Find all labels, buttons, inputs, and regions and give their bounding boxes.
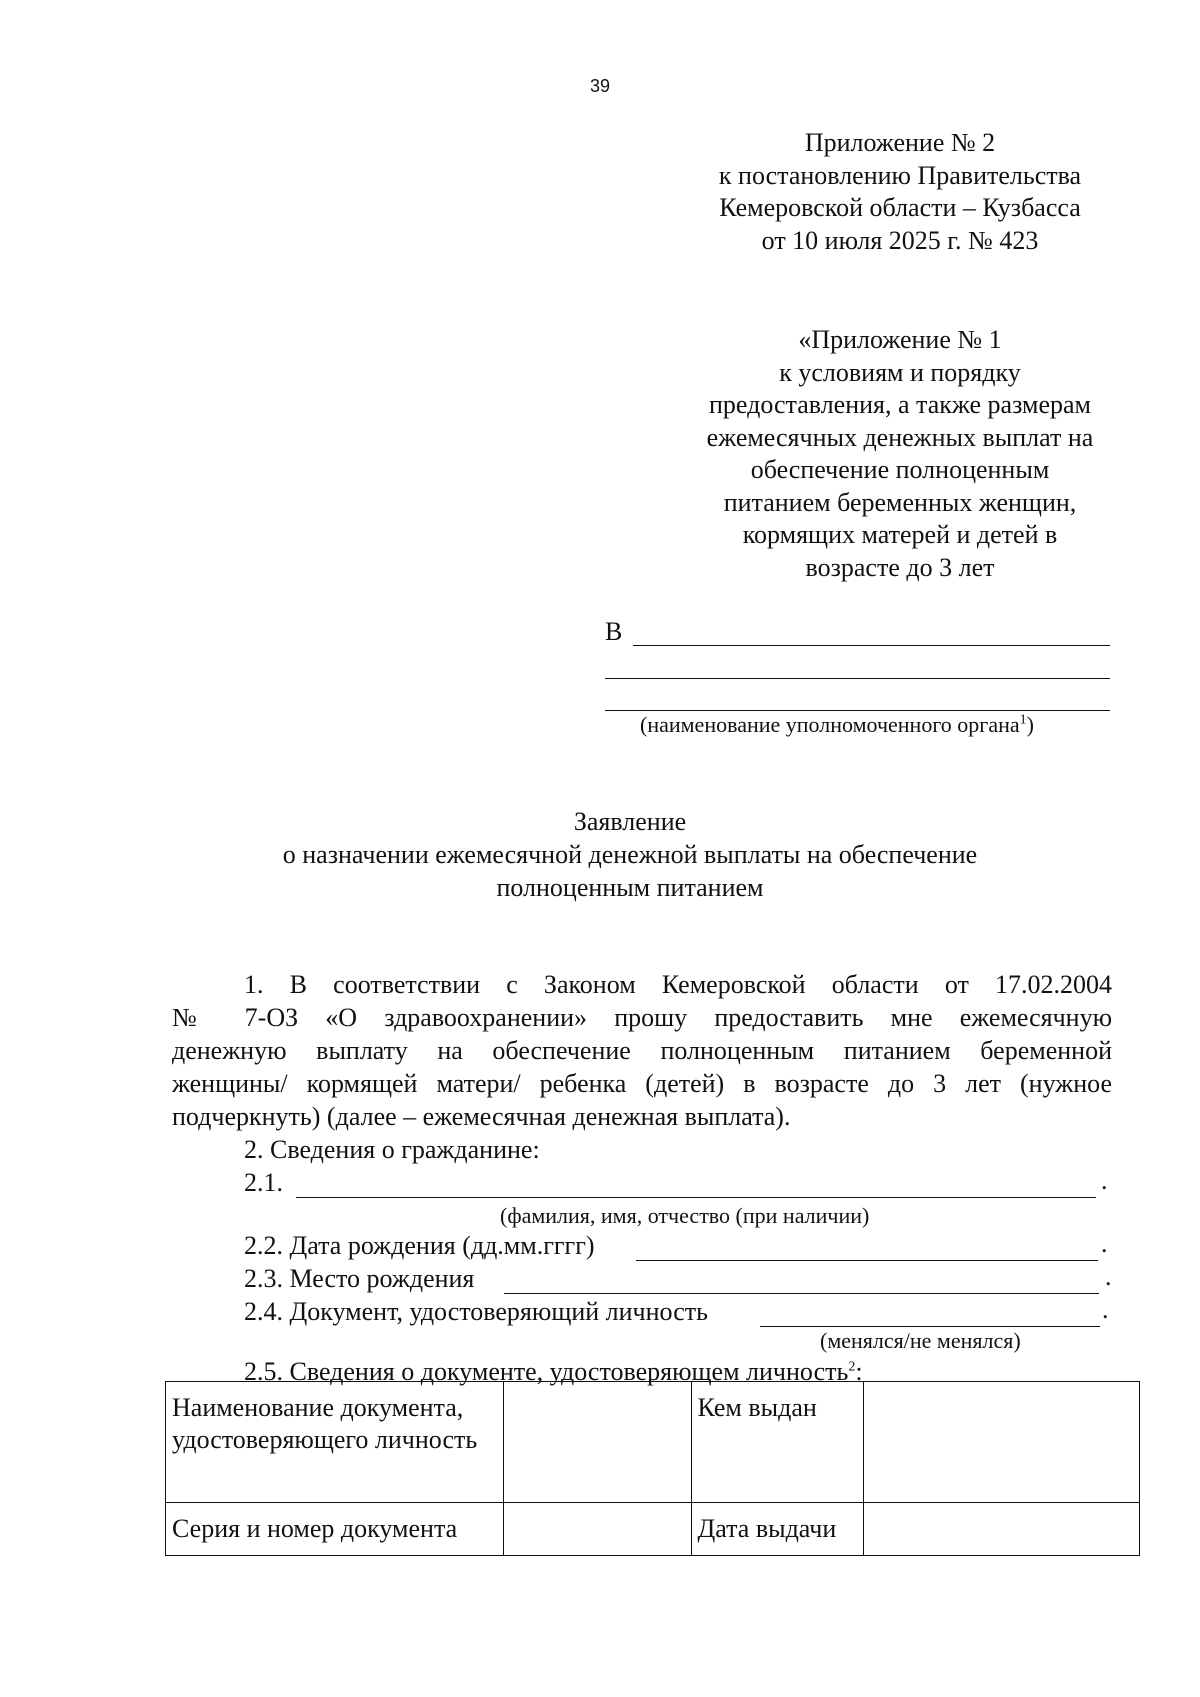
annex-2-line: Кемеровской области – Кузбасса: [719, 193, 1081, 222]
annex-1-line: возрасте до 3 лет: [805, 552, 995, 582]
id-document-caption: (менялся/не менялся): [820, 1328, 1021, 1353]
field-2-2-label: 2.2. Дата рождения (дд.мм.гггг): [244, 1231, 595, 1260]
id-document-table: [165, 1381, 1140, 1556]
doc-name-cell[interactable]: [503, 1382, 691, 1503]
full-name-caption: (фамилия, имя, отчество (при наличии): [500, 1203, 870, 1228]
authority-caption-end: ): [1026, 712, 1034, 737]
field-2-5-text: 2.5. Сведения о документе, удостоверяющем личность: [244, 1357, 849, 1386]
title-line: полноценным питанием: [496, 873, 764, 902]
page-number: 39: [589, 76, 611, 96]
field-2-1-period: .: [1101, 1166, 1108, 1195]
annex-1-header: [680, 324, 1120, 584]
section-2-heading: 2. Сведения о гражданине:: [244, 1135, 540, 1164]
table-row: [166, 1503, 1140, 1556]
id-document-field[interactable]: [760, 1326, 1100, 1327]
doc-name-label: Наименование документа, удостоверяющего личность: [166, 1382, 504, 1503]
annex-2-line: Приложение № 2: [804, 128, 996, 157]
birth-date-field[interactable]: [636, 1260, 1098, 1261]
annex-1-line: к условиям и порядку: [779, 357, 1021, 387]
field-2-4-period: .: [1102, 1295, 1109, 1324]
footnote-ref: 1: [1019, 712, 1027, 728]
title-line: Заявление: [573, 807, 687, 836]
issue-date-label: Дата выдачи: [691, 1503, 864, 1556]
series-number-cell[interactable]: [503, 1503, 691, 1556]
authority-field-line-1[interactable]: [633, 645, 1110, 646]
paragraph-line: подчеркнуть) (далее – ежемесячная денежная выплата).: [172, 1102, 791, 1131]
paragraph-line: женщины/ кормящей матери/ ребенка (детей) в возрасте до 3 лет (нужное: [172, 1069, 1112, 1098]
field-2-4-label: 2.4. Документ, удостоверяющий личность: [244, 1297, 708, 1326]
issued-by-cell[interactable]: [864, 1382, 1140, 1503]
annex-2-line: от 10 июля 2025 г. № 423: [761, 225, 1039, 255]
address-prefix: В: [605, 617, 623, 646]
annex-1-line: предоставления, а также размерам: [709, 390, 1091, 419]
annex-1-line: ежемесячных денежных выплат на: [706, 422, 1094, 452]
document-title: [200, 805, 1060, 904]
field-2-3-label: 2.3. Место рождения: [244, 1264, 475, 1293]
footnote-ref: 2: [848, 1359, 856, 1375]
authority-caption: [640, 712, 1034, 738]
field-2-5-colon: :: [855, 1357, 863, 1386]
annex-1-line: обеспечение полноценным: [750, 455, 1050, 484]
issue-date-cell[interactable]: [864, 1503, 1140, 1556]
annex-2-line: к постановлению Правительства: [718, 160, 1082, 190]
issued-by-label: Кем выдан: [691, 1382, 864, 1503]
field-2-2-period: .: [1101, 1229, 1108, 1258]
birth-place-field[interactable]: [504, 1293, 1099, 1294]
field-2-1-label: 2.1.: [244, 1168, 283, 1197]
annex-1-line: «Приложение № 1: [798, 325, 1002, 354]
paragraph-line: 1. В соответствии с Законом Кемеровской области от 17.02.2004: [244, 970, 1112, 999]
annex-1-line: питанием беременных женщин,: [723, 487, 1077, 517]
table-row: [166, 1382, 1140, 1503]
full-name-field[interactable]: [296, 1197, 1096, 1198]
field-2-3-period: .: [1105, 1262, 1112, 1291]
annex-2-header: [690, 127, 1110, 257]
paragraph-line: денежную выплату на обеспечение полноценным питанием беременной: [172, 1036, 1112, 1065]
series-number-label: Серия и номер документа: [166, 1503, 504, 1556]
title-line: о назначении ежемесячной денежной выплаты на обеспечение: [282, 840, 978, 869]
paragraph-line: № 7-ОЗ «О здравоохранении» прошу предоставить мне ежемесячную: [172, 1003, 1112, 1032]
annex-1-line: кормящих матерей и детей в: [742, 520, 1058, 549]
authority-field-line-3[interactable]: [605, 710, 1110, 711]
paragraph-1: [172, 968, 1112, 1133]
authority-field-line-2[interactable]: [605, 678, 1110, 679]
authority-caption-text: (наименование уполномоченного органа: [640, 712, 1020, 737]
